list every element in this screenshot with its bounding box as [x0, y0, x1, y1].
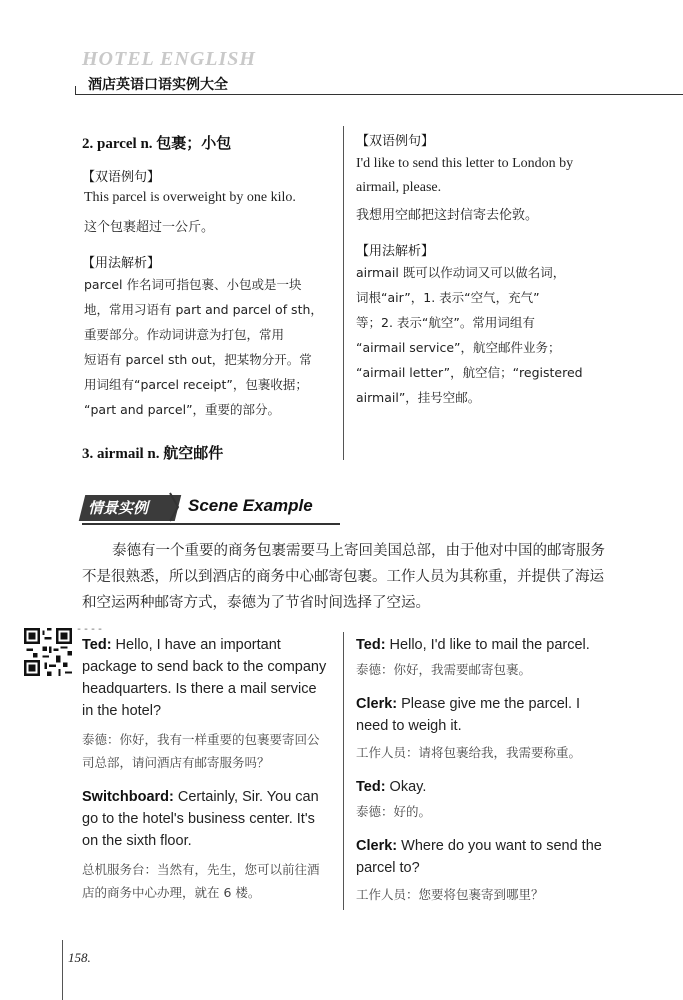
- page-number: 158.: [68, 950, 91, 965]
- entry-parcel-usage-tag: 【用法解析】: [82, 256, 161, 271]
- usage-line: parcel 作名词可指包裹、小包或是一块: [84, 277, 302, 292]
- entry-airmail-title: 3. airmail n. 航空邮件: [82, 446, 224, 462]
- dialog-line-en: [356, 634, 614, 656]
- usage-line: “part and parcel”，重要的部分。: [84, 402, 281, 417]
- airmail-example-tag: 【双语例句】: [356, 134, 435, 149]
- dialog-turn: [356, 634, 614, 681]
- speaker-name: Clerk:: [356, 696, 398, 712]
- dialog-line-en: [356, 776, 614, 798]
- entry-parcel-example-cn: 这个包裹超过一公斤。: [84, 220, 215, 235]
- entry-parcel-example-tag: 【双语例句】: [82, 170, 161, 185]
- entry-parcel-usage: [84, 272, 336, 422]
- speech-text: Hello, I have an important package to send back to the company headquarters. Is there a mail service in the hotel?: [82, 637, 327, 719]
- dialog-turn: [356, 835, 614, 906]
- example-line: I'd like to send this letter to London by: [356, 156, 574, 171]
- book-title-en: HOTEL ENGLISH: [82, 48, 256, 70]
- speaker-name: Switchboard:: [82, 789, 174, 805]
- dialog-turn: [82, 786, 330, 904]
- scene-label-en: Scene Example: [188, 496, 313, 515]
- dialog-line-en: [356, 835, 614, 879]
- airmail-example-en: [356, 152, 616, 200]
- airmail-usage-tag: 【用法解析】: [356, 244, 435, 259]
- dialog-line-cn: 工作人员：您要将包裹寄到哪里？: [356, 887, 544, 902]
- speech-text: Okay.: [385, 779, 427, 795]
- dialog-line-cn: 泰德：你好，我有一样重要的包裹要寄回公司总部，请问酒店有邮寄服务吗？: [82, 732, 320, 770]
- dialog-line-cn: 泰德：你好，我需要邮寄包裹。: [356, 662, 532, 677]
- chevron-right-icon: [168, 492, 180, 522]
- usage-line: 地，常用习语有 part and parcel of sth，: [84, 302, 323, 317]
- book-title-cn: 酒店英语口语实例大全: [88, 77, 228, 93]
- footer-rule: [62, 940, 63, 1000]
- column-divider: [343, 126, 344, 460]
- usage-line: “airmail letter”，航空信；“registered: [356, 365, 583, 380]
- usage-line: 重要部分。作动词讲意为打包，常用: [84, 327, 285, 342]
- usage-line: 词根“air”，1. 表示“空气，充气”: [356, 290, 540, 305]
- speech-text: Where do you want to send the parcel to?: [356, 838, 602, 876]
- dialog-line-cn: 泰德：好的。: [356, 804, 432, 819]
- speaker-name: Clerk:: [356, 838, 398, 854]
- usage-line: airmail 既可以作动词又可以做名词，: [356, 265, 566, 280]
- example-line: airmail, please.: [356, 180, 442, 195]
- dialog-turn: [82, 634, 330, 774]
- qr-code-icon[interactable]: [24, 628, 72, 676]
- speech-text: Please give me the parcel. I need to weigh it.: [356, 696, 581, 734]
- dialog-right-column: [356, 634, 614, 906]
- entry-parcel-example-en: This parcel is overweight by one kilo.: [84, 190, 296, 205]
- speech-text: Certainly, Sir. You can go to the hotel's business center. It's on the sixth floor.: [82, 789, 319, 849]
- scene-intro: 泰德有一个重要的商务包裹需要马上寄回美国总部，由于他对中国的邮寄服务不是很熟悉，所以到酒店的商务中心邮寄包裹。工作人员为其称重，并提供了海运和空运两种邮寄方式，泰德为了节省时间选择了空运。: [82, 543, 605, 611]
- dialog-line-en: [82, 634, 330, 722]
- dialog-line-cn: 工作人员：请将包裹给我，我需要称重。: [356, 745, 582, 760]
- dialog-line-en: [82, 786, 330, 852]
- speaker-name: Ted:: [82, 637, 112, 653]
- usage-line: 短语有 parcel sth out，把某物分开。常: [84, 352, 312, 367]
- dialog-turn: [356, 776, 614, 823]
- usage-line: 用词组有“parcel receipt”，包裹收据；: [84, 377, 308, 392]
- dialog-line-cn: 总机服务台：当然有，先生，您可以前往酒店的商务中心办理，就在 6 楼。: [82, 862, 320, 900]
- speech-text: Hello, I'd like to mail the parcel.: [385, 637, 590, 653]
- speaker-name: Ted:: [356, 779, 386, 795]
- usage-line: airmail”，挂号空邮。: [356, 390, 481, 405]
- qr-dash: ----: [76, 625, 105, 636]
- usage-line: “airmail service”，航空邮件业务；: [356, 340, 561, 355]
- usage-line: 等；2. 表示“航空”。常用词组有: [356, 315, 535, 330]
- dialog-column-divider: [343, 632, 344, 910]
- scene-underline: [82, 523, 340, 525]
- dialog-line-en: [356, 693, 614, 737]
- header-rule: [75, 94, 683, 95]
- speaker-name: Ted:: [356, 637, 386, 653]
- dialog-left-column: [82, 634, 330, 904]
- airmail-usage: [356, 260, 618, 410]
- scene-label-cn: 情景实例: [88, 499, 149, 517]
- airmail-example-cn: 我想用空邮把这封信寄去伦敦。: [356, 208, 539, 223]
- dialog-turn: [356, 693, 614, 764]
- entry-parcel-title: 2. parcel n. 包裹；小包: [82, 136, 232, 152]
